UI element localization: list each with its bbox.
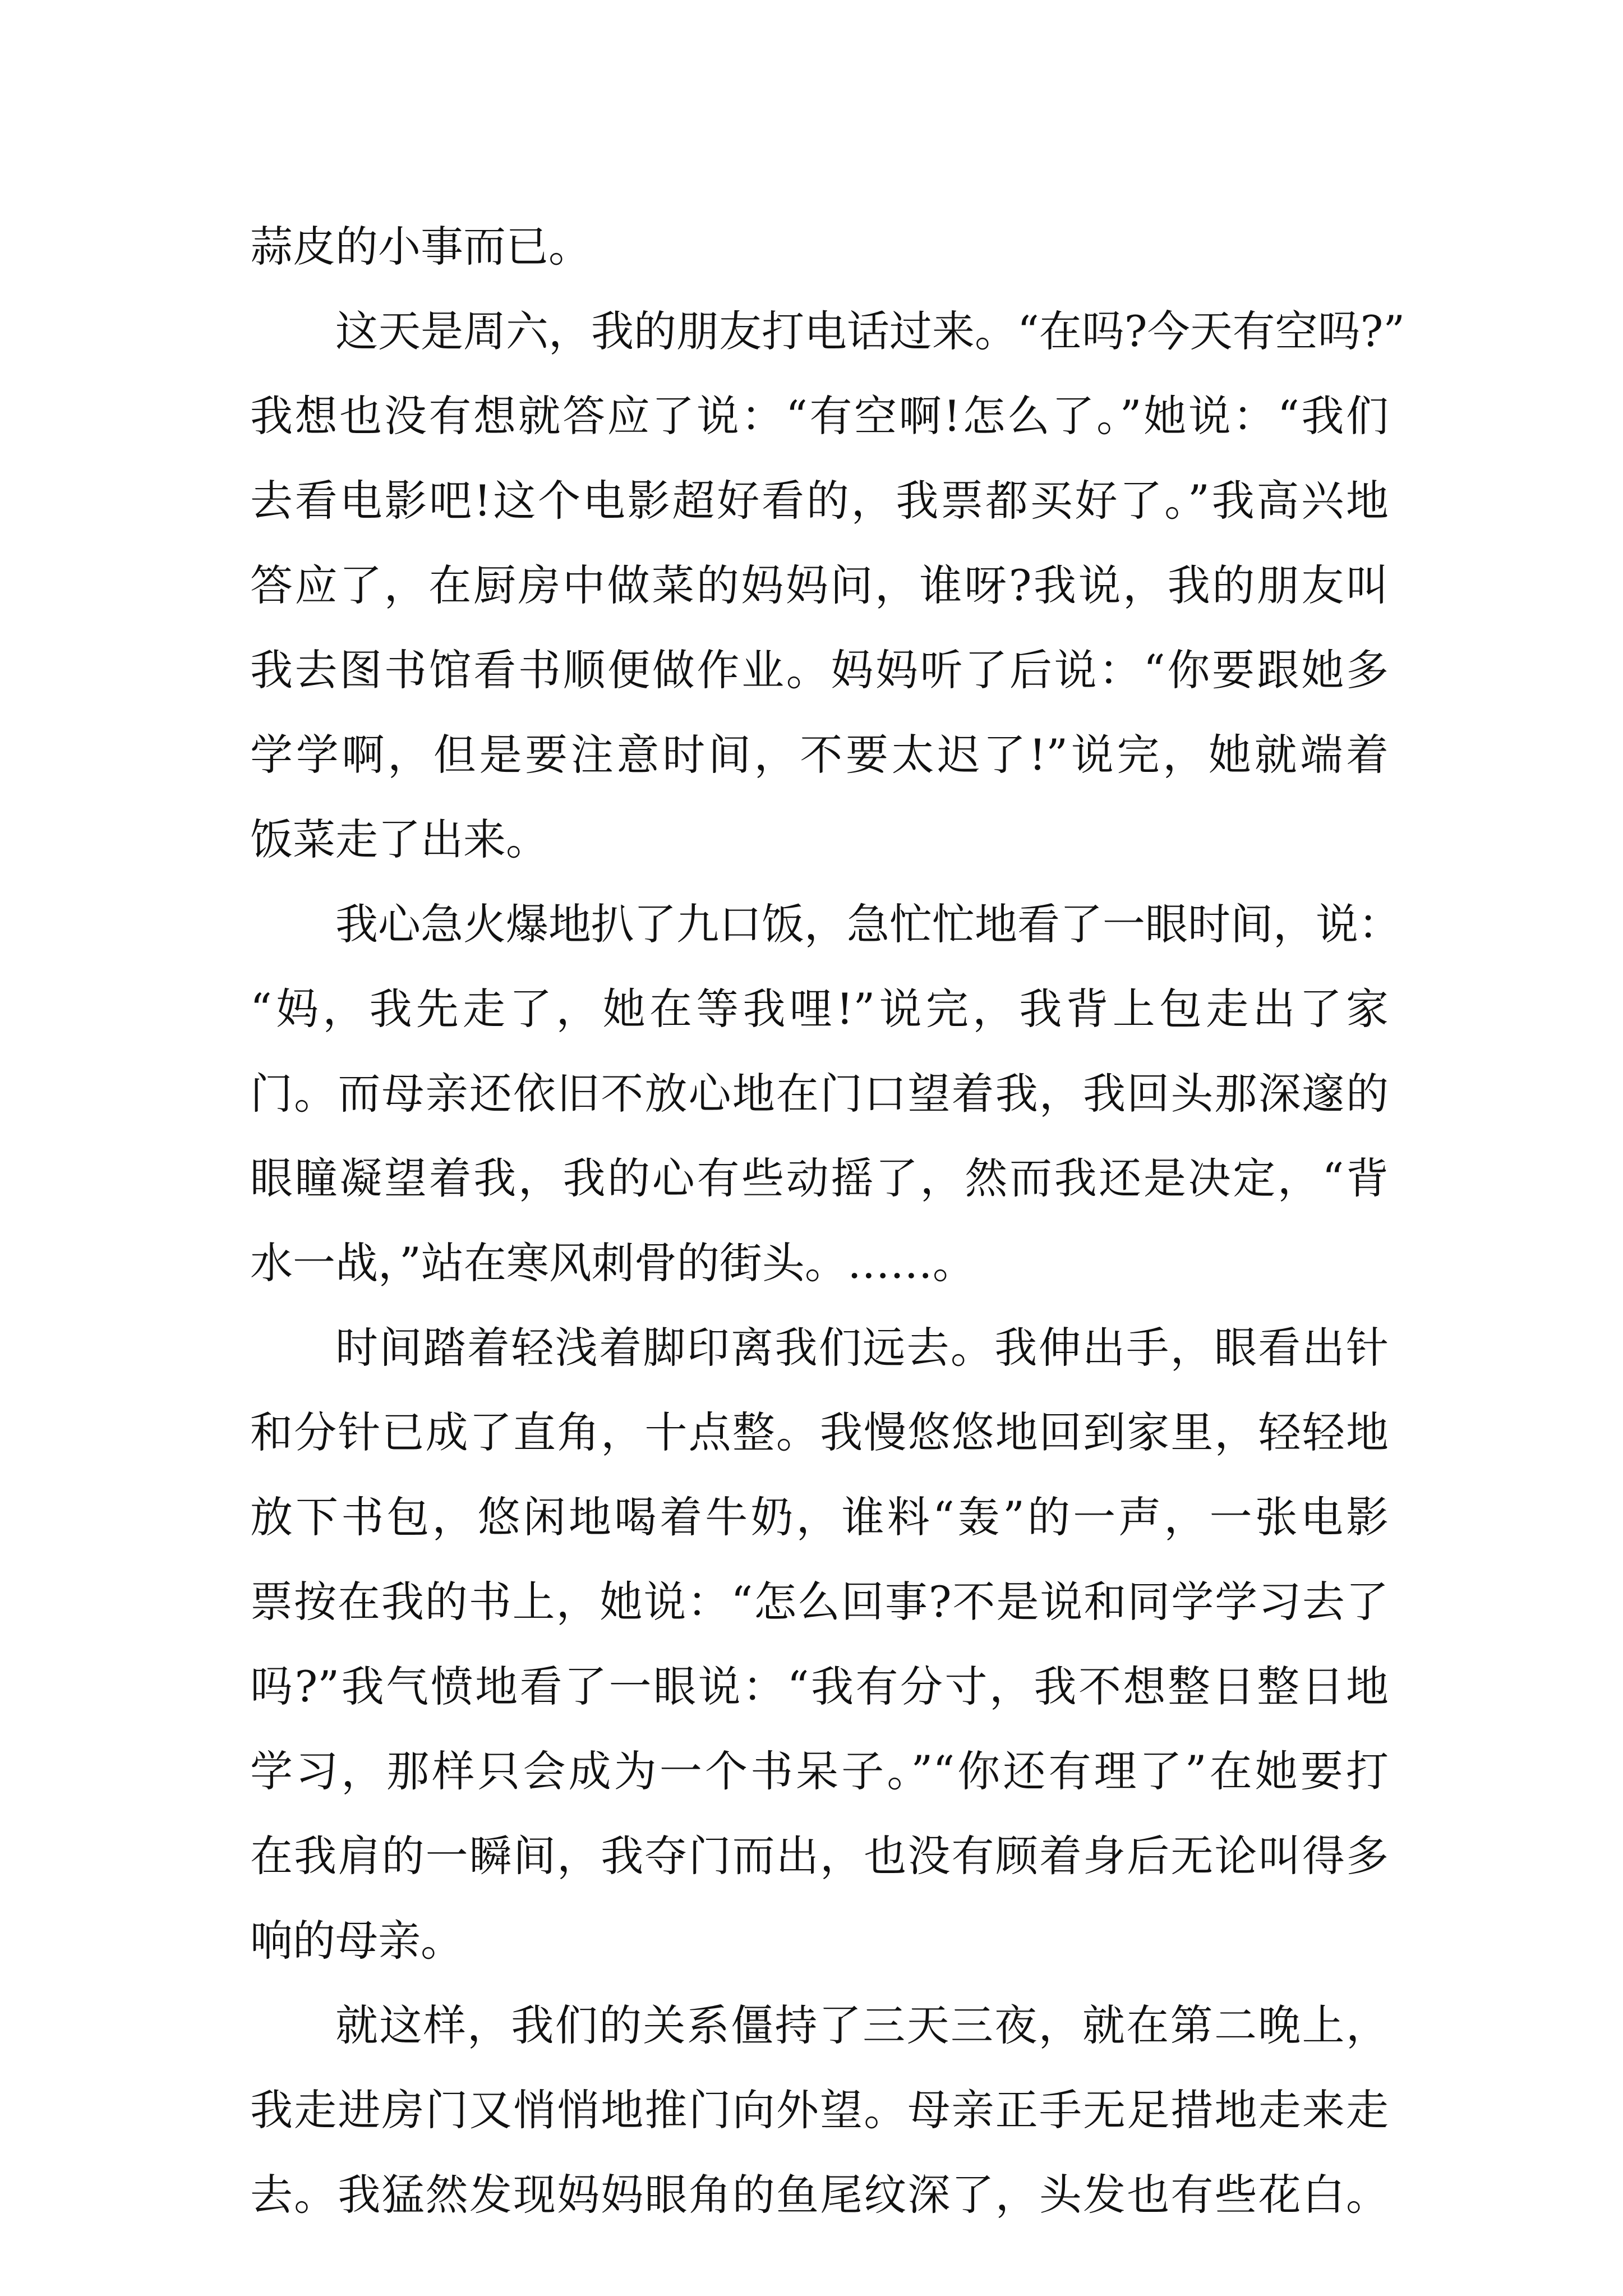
text-line: 饭菜走了出来。 — [250, 815, 548, 864]
paragraph-first-line: 这天是周六，我的朋友打电话过来。“在吗?今天有空吗?” — [335, 306, 1405, 356]
text-line: 水一战，”站在寒风刺骨的街头。……。 — [250, 1238, 975, 1288]
text-line: 学习，那样只会成为一个书呆子。”“你还有理了”在她要打 — [250, 1746, 1389, 1796]
text-line: 眼瞳凝望着我，我的心有些动摇了，然而我还是决定，“背 — [250, 1153, 1389, 1203]
text-line: 吗?”我气愤地看了一眼说：“我有分寸，我不想整日整日地 — [250, 1662, 1389, 1711]
text-line: 蒜皮的小事而已。 — [250, 222, 591, 272]
text-line: 学学啊，但是要注意时间，不要太迟了!”说完，她就端着 — [250, 730, 1389, 780]
text-line: 我想也没有想就答应了说：“有空啊!怎么了。”她说：“我们 — [250, 391, 1389, 441]
body-text — [250, 204, 1405, 2237]
text-line: 我走进房门又悄悄地推门向外望。母亲正手无足措地走来走 — [250, 2085, 1389, 2135]
text-line: 去。我猛然发现妈妈眼角的鱼尾纹深了，头发也有些花白。 — [250, 2170, 1389, 2220]
paragraph-first-line: 时间踏着轻浅着脚印离我们远去。我伸出手，眼看出针 — [335, 1323, 1389, 1373]
text-line: 票按在我的书上，她说：“怎么回事?不是说和同学学习去了 — [250, 1577, 1389, 1627]
text-line: 在我肩的一瞬间，我夺门而出，也没有顾着身后无论叫得多 — [250, 1831, 1389, 1881]
text-line: 门。而母亲还依旧不放心地在门口望着我，我回头那深邃的 — [250, 1069, 1389, 1119]
text-line: 放下书包，悠闲地喝着牛奶，谁料“轰”的一声，一张电影 — [250, 1492, 1389, 1542]
text-line: 和分针已成了直角，十点整。我慢悠悠地回到家里，轻轻地 — [250, 1407, 1389, 1457]
text-line: 答应了，在厨房中做菜的妈妈问，谁呀?我说，我的朋友叫 — [250, 560, 1389, 610]
text-line: 去看电影吧!这个电影超好看的，我票都买好了。”我高兴地 — [250, 476, 1389, 526]
text-line: 响的母亲。 — [250, 1916, 463, 1966]
text-line: “妈，我先走了，她在等我哩!”说完，我背上包走出了家 — [250, 984, 1389, 1034]
paragraph-first-line: 就这样，我们的关系僵持了三天三夜，就在第二晚上， — [335, 2000, 1389, 2050]
paragraph-first-line: 我心急火爆地扒了九口饭，急忙忙地看了一眼时间，说： — [335, 899, 1401, 949]
text-line: 我去图书馆看书顺便做作业。妈妈听了后说：“你要跟她多 — [250, 645, 1389, 695]
